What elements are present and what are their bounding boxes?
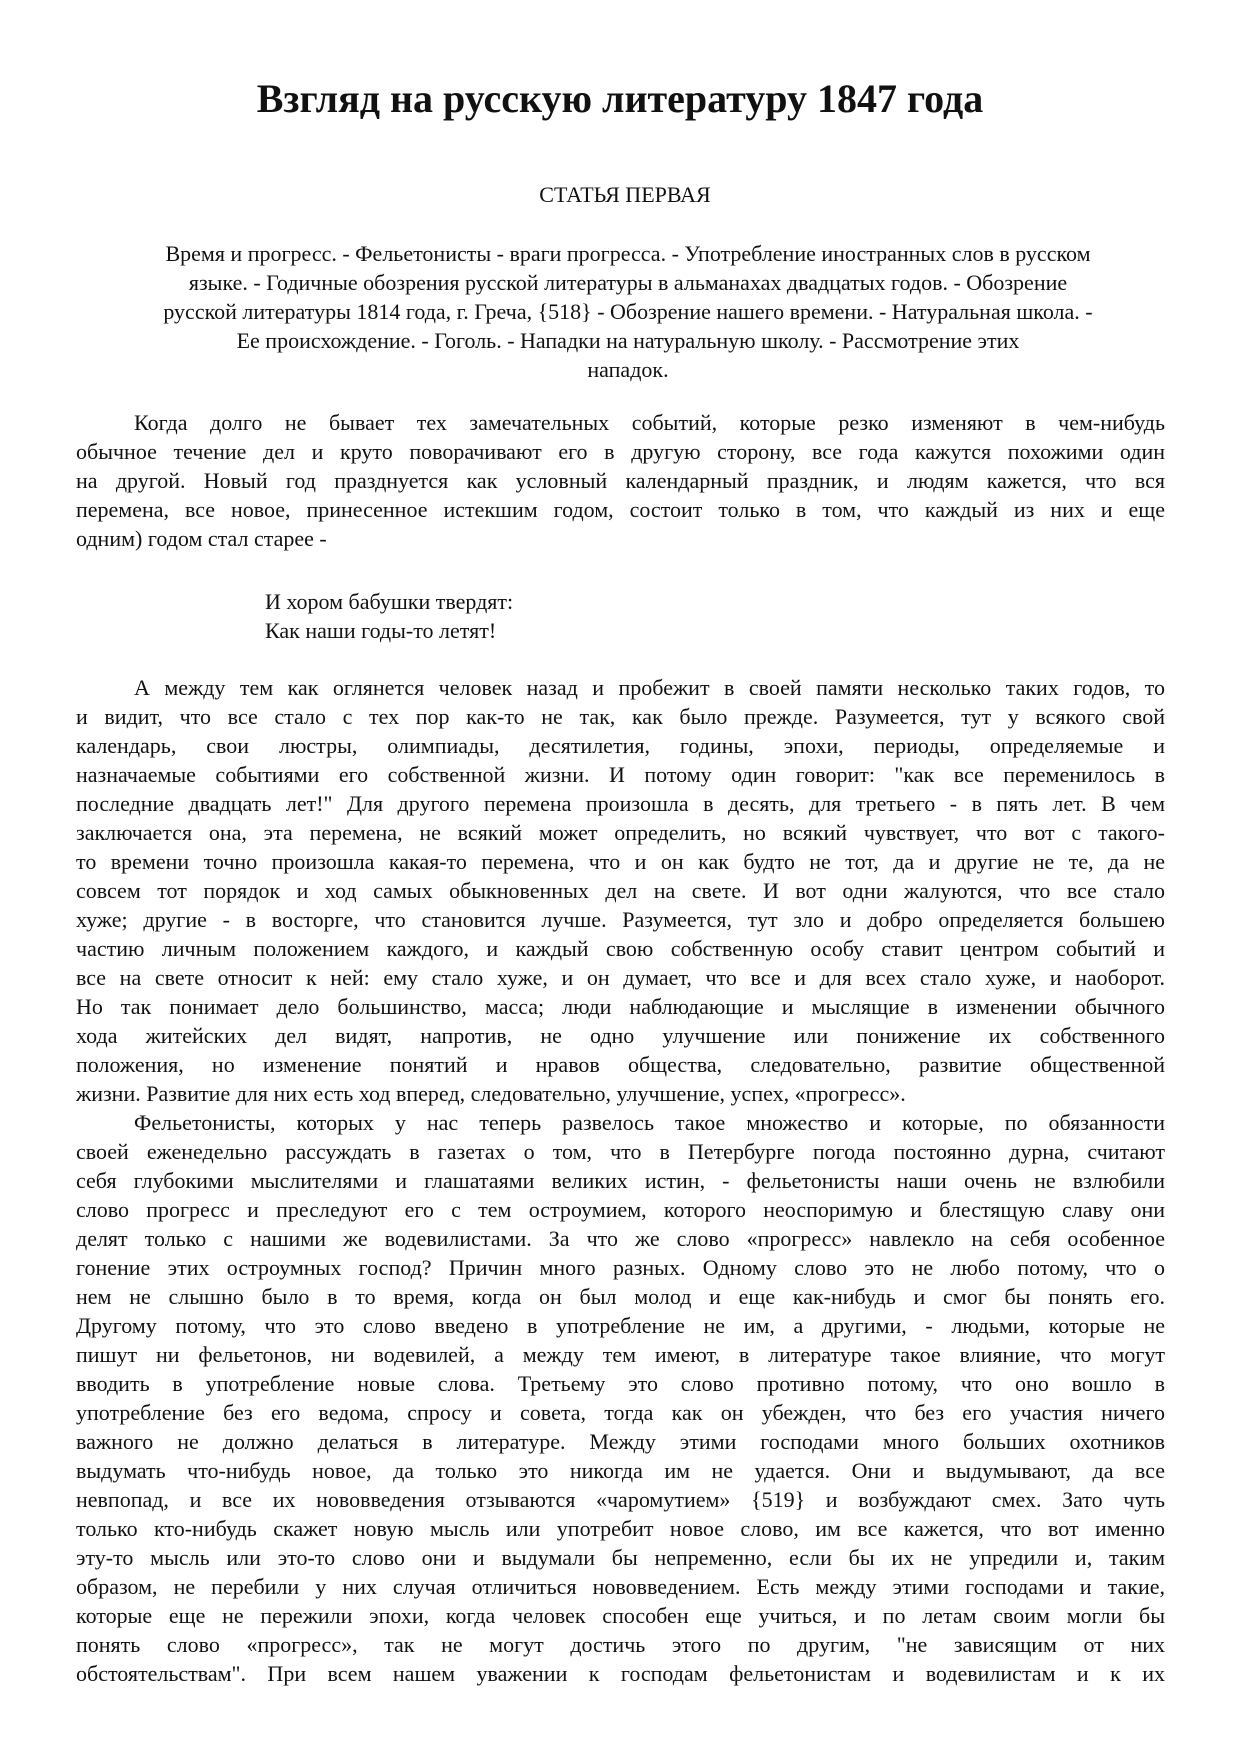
text-line: на другой. Новый год празднуется как условный календарный праздник, и людям кажется, что вся bbox=[76, 468, 1165, 493]
text-line: невпопад, и все их нововведения отзываются «чаромутием» {519} и возбуждают смех. Зато чуть bbox=[76, 1487, 1165, 1512]
article-subtitle: СТАТЬЯ ПЕРВАЯ bbox=[539, 182, 711, 207]
text-line: одним) годом стал старее - bbox=[76, 526, 327, 551]
text-line: нем не слышно было в то время, когда он был молод и еще как-нибудь и смог бы понять его. bbox=[76, 1284, 1165, 1309]
text-line: употребление без его ведома, спросу и совета, тогда как он убежден, что без его участия ничего bbox=[76, 1400, 1165, 1425]
text-line: себя глубокими мыслителями и глашатаями великих истин, - фельетонисты наши очень не взлюбили bbox=[76, 1168, 1165, 1193]
summary-line: русской литературы 1814 года, г. Греча, {518} - Обозрение нашего времени. - Натуральная школа. - bbox=[163, 299, 1093, 324]
verse-line: И хором бабушки твердят: bbox=[265, 589, 514, 614]
text-line: которые еще не пережили эпохи, когда человек способен еще учиться, и по летам своим могли бы bbox=[76, 1603, 1165, 1628]
text-line: вводить в употребление новые слова. Третьему это слово противно потому, что оно вошло в bbox=[76, 1371, 1165, 1396]
text-line: Другому потому, что это слово введено в употребление не им, а другими, - людьми, которые не bbox=[76, 1313, 1165, 1338]
text-line: последние двадцать лет!" Для другого перемена произошла в десять, для третьего - в пять лет. В чем bbox=[76, 791, 1165, 816]
text-line: и видит, что все стало с тех пор как-то не так, как было прежде. Разумеется, тут у всякого свой bbox=[76, 704, 1165, 729]
text-line: своей еженедельно рассуждать в газетах о том, что в Петербурге погода постоянно дурна, считают bbox=[76, 1139, 1165, 1164]
text-line: выдумать что-нибудь новое, да только это никогда им не удается. Они и выдумывают, да все bbox=[76, 1458, 1165, 1483]
text-line: совсем тот порядок и ход самых обыкновенных дел на свете. И вот одни жалуются, что все стало bbox=[76, 878, 1165, 903]
text-line: жизни. Развитие для них есть ход вперед, следовательно, улучшение, успех, «прогресс». bbox=[76, 1081, 906, 1106]
summary-line: языке. - Годичные обозрения русской литературы в альманахах двадцатых годов. - Обозрение bbox=[188, 270, 1068, 295]
paragraph-3 bbox=[76, 1108, 1165, 1688]
paragraph-1 bbox=[76, 408, 1165, 553]
text-line: Фельетонисты, которых у нас теперь развелось такое множество и которые, по обязанности bbox=[134, 1110, 1165, 1135]
text-line: А между тем как оглянется человек назад и пробежит в своей памяти несколько таких годов, то bbox=[134, 675, 1165, 700]
text-line: образом, не перебили у них случая отличиться нововведением. Есть между этими господами и такие, bbox=[76, 1574, 1165, 1599]
text-line: то времени точно произошла какая-то перемена, что и он как будто не тот, да и другие не те, да не bbox=[76, 849, 1165, 874]
text-line: слово прогресс и преследуют его с тем остроумием, которого неоспоримую и блестящую славу они bbox=[76, 1197, 1165, 1222]
text-line: назначаемые событиями его собственной жизни. И потому один говорит: "как все переменилось в bbox=[76, 762, 1165, 787]
text-line: календарь, свои люстры, олимпиады, десятилетия, годины, эпохи, периоды, определяемые и bbox=[76, 733, 1165, 758]
text-line: важного не должно делаться в литературе. Между этими господами много больших охотников bbox=[76, 1429, 1165, 1454]
text-line: положения, но изменение понятий и нравов общества, следовательно, развитие общественной bbox=[76, 1052, 1165, 1077]
verse-quote bbox=[265, 587, 513, 645]
text-line: только кто-нибудь скажет новую мысль или употребит новое слово, им все кажется, что вот именно bbox=[76, 1516, 1165, 1541]
article-summary bbox=[82, 239, 1174, 384]
text-line: Когда долго не бывает тех замечательных событий, которые резко изменяют в чем-нибудь bbox=[134, 410, 1165, 435]
summary-line: нападок. bbox=[587, 357, 669, 382]
text-line: все на свете относит к ней: ему стало хуже, и он думает, что все и для всех стало хуже, и наоборот. bbox=[76, 965, 1165, 990]
text-line: хуже; другие - в восторге, что становится лучше. Разумеется, тут зло и добро определяется большею bbox=[76, 907, 1165, 932]
text-line: делят только с нашими же водевилистами. За что же слово «прогресс» навлекло на себя особенное bbox=[76, 1226, 1165, 1251]
text-line: понять слово «прогресс», так не могут достичь этого по другим, "не зависящим от них bbox=[76, 1632, 1165, 1657]
text-line: обстоятельствам". При всем нашем уважении к господам фельетонистам и водевилистам и к их bbox=[76, 1661, 1165, 1686]
verse-line: Как наши годы-то летят! bbox=[265, 618, 497, 643]
text-line: заключается она, эта перемена, не всякий может определить, но всякий чувствует, что вот с такого- bbox=[76, 820, 1165, 845]
text-line: пишут ни фельетонов, ни водевилей, а между тем имеют, в литературе такое влияние, что могут bbox=[76, 1342, 1165, 1367]
summary-line: Ее происхождение. - Гоголь. - Нападки на натуральную школу. - Рассмотрение этих bbox=[236, 328, 1020, 353]
text-line: обычное течение дел и круто поворачивают его в другую сторону, все года кажутся похожими один bbox=[76, 439, 1165, 464]
paragraph-2 bbox=[76, 673, 1165, 1108]
text-line: Но так понимает дело большинство, масса; люди наблюдающие и мыслящие в изменении обычного bbox=[76, 994, 1165, 1019]
text-line: эту-то мысль или это-то слово они и выдумали бы непременно, если бы их не упредили и, таким bbox=[76, 1545, 1165, 1570]
document-title: Взгляд на русскую литературу 1847 года bbox=[256, 76, 984, 121]
text-line: частию личным положением каждого, и каждый свою собственную особу ставит центром событий и bbox=[76, 936, 1165, 961]
text-line: перемена, все новое, принесенное истекшим годом, состоит только в том, что каждый из них и еще bbox=[76, 497, 1165, 522]
text-line: хода житейских дел видят, напротив, не одно улучшение или понижение их собственного bbox=[76, 1023, 1165, 1048]
text-line: гонение этих остроумных господ? Причин много разных. Одному слово это не любо потому, что о bbox=[76, 1255, 1165, 1280]
summary-line: Время и прогресс. - Фельетонисты - враги прогресса. - Употребление иностранных слов в русском bbox=[165, 241, 1091, 266]
